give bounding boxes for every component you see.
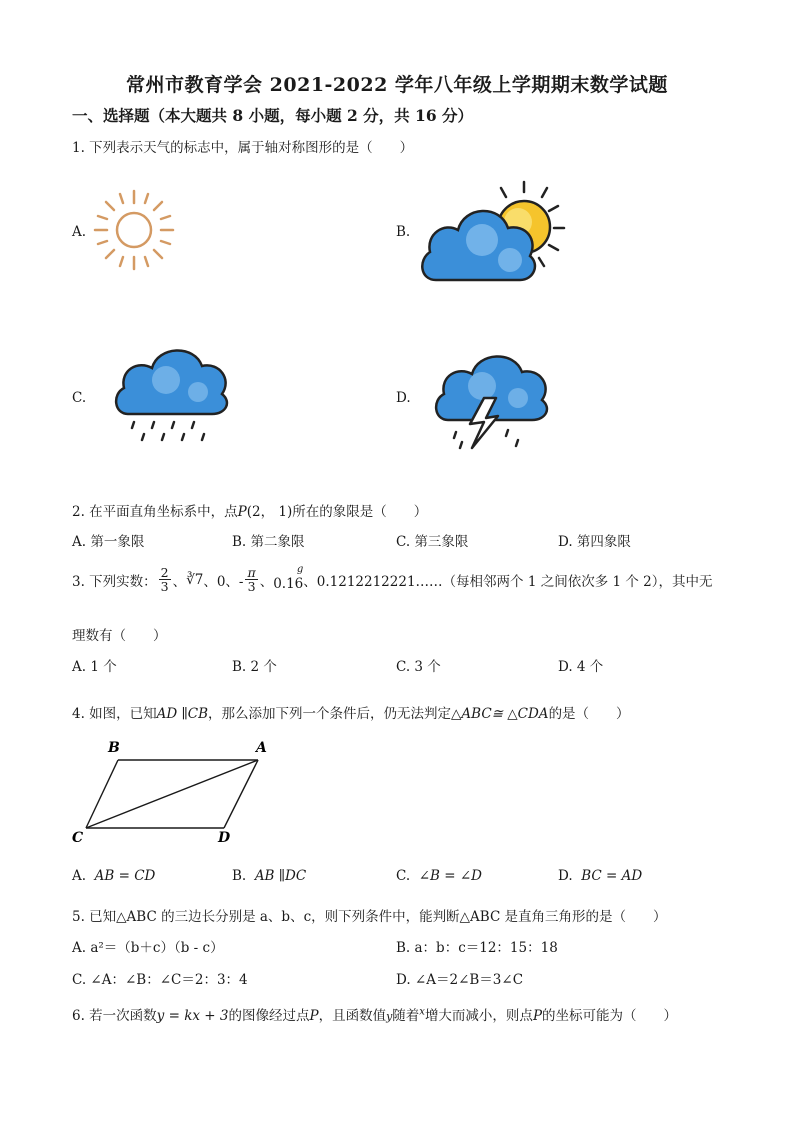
q4-option-b xyxy=(232,868,306,884)
q3-option-c: C. 3 个 xyxy=(396,659,441,675)
vertex-a-label: A xyxy=(256,740,267,756)
vertex-c-label: C xyxy=(72,830,84,846)
q3-pre: 3. 下列实数： xyxy=(72,573,157,590)
q4-option-c-math: ∠B = ∠D xyxy=(418,868,482,884)
q6-end: 的坐标可能为（ ） xyxy=(542,1008,678,1024)
q3-frac1-num: 2 xyxy=(160,565,169,580)
q3-post: 、0.1212212221……（每相邻两个 1 之间依次多 1 个 2），其中无 xyxy=(303,573,713,590)
question-3-stem: 3. 下列实数： $\frac{2}{3}$ 、 ∛7 、0、- $\frac{\pi}{3}$ 、 g 0.16 、0.1212212221……（每相邻两个 1 之间依次多 1 个 2），其中无 xyxy=(72,563,713,595)
q1-option-d-label: D. xyxy=(396,390,411,406)
q3-fraction-two-thirds xyxy=(159,566,171,593)
question-1-stem: 1. 下列表示天气的标志中，属于轴对称图形的是（ ） xyxy=(72,140,414,156)
q3-cube-root: ∛7 xyxy=(186,571,204,588)
q6-pre: 6. 若一次函数 xyxy=(72,1008,157,1024)
q4-option-d-label: D. xyxy=(558,868,573,884)
q3-option-d: D. 4 个 xyxy=(558,659,604,675)
q4-option-b-math: AB ∥DC xyxy=(254,868,307,884)
q4-option-c-label: C. xyxy=(396,868,411,884)
question-6-stem xyxy=(72,1004,677,1024)
q2-option-d: D. 第四象限 xyxy=(558,534,631,550)
q2-stem-post: (2， 1)所在的象限是（ ） xyxy=(246,504,428,520)
q6-mid3: 随着 xyxy=(392,1008,420,1024)
q2-option-b: B. 第二象限 xyxy=(232,534,305,550)
parallelogram-figure xyxy=(68,736,288,848)
section-heading: 一、选择题（本大题共 8 小题，每小题 2 分，共 16 分） xyxy=(72,106,474,125)
q4-condition: AD ∥CB xyxy=(156,706,209,722)
q4-option-c xyxy=(396,868,482,884)
q3-repeat-mark: g xyxy=(296,563,304,575)
q4-option-a xyxy=(72,868,155,884)
q1-option-c-label: C. xyxy=(72,390,87,406)
q6-post: 增大而减小，则点 xyxy=(424,1008,533,1024)
q3-line2: 理数有（ ） xyxy=(72,628,167,644)
q4-mid: ，那么添加下列一个条件后，仍无法判定 xyxy=(208,706,452,722)
question-5-stem: 5. 已知△ABC 的三边长分别是 a、b、c，则下列条件中，能判断△ABC 是直角三角形的是（ ） xyxy=(72,909,667,925)
q6-point-p: P xyxy=(309,1008,319,1024)
q1-option-b-label: B. xyxy=(396,224,411,240)
q4-option-a-label: A. xyxy=(72,868,87,884)
q2-stem-pre: 2. 在平面直角坐标系中，点 xyxy=(72,504,238,520)
q4-post: 的是（ ） xyxy=(548,706,630,722)
q3-zero-minus: 、0、- xyxy=(203,573,244,590)
q4-option-b-label: B. xyxy=(232,868,247,884)
q3-fraction-pi-thirds xyxy=(245,566,257,593)
rain-cloud-icon xyxy=(112,336,228,448)
q3-repeating-decimal xyxy=(273,563,304,592)
q5-option-a: A. a²＝（b＋c）（b - c） xyxy=(72,940,224,956)
q6-mid2: ，且函数值 xyxy=(318,1008,387,1024)
q6-var-y: y xyxy=(386,1010,393,1023)
vertex-d-label: D xyxy=(218,830,231,846)
q1-option-a-label: A. xyxy=(72,224,87,240)
sun-behind-cloud-icon xyxy=(418,178,568,286)
q3-option-b: B. 2 个 xyxy=(232,659,277,675)
thunderstorm-cloud-icon xyxy=(432,342,548,454)
sun-icon xyxy=(92,188,176,272)
q3-frac2-num: π xyxy=(247,565,256,580)
q6-mid: 的图像经过点 xyxy=(228,1008,310,1024)
q5-option-d: D. ∠A＝2∠B＝3∠C xyxy=(396,972,524,988)
q3-frac2-den: 3 xyxy=(247,579,256,595)
question-4-stem xyxy=(72,702,630,722)
q2-option-a: A. 第一象限 xyxy=(72,534,145,550)
q4-option-d-math: BC = AD xyxy=(581,868,643,884)
question-2-stem xyxy=(72,500,427,520)
q2-option-c: C. 第三象限 xyxy=(396,534,469,550)
q6-var-x: x xyxy=(419,1006,425,1018)
q4-pre: 4. 如图，已知 xyxy=(72,706,157,722)
q3-frac1-den: 3 xyxy=(160,579,169,595)
q4-congruence: △ABC≅ △CDA xyxy=(451,706,549,722)
vertex-b-label: B xyxy=(108,740,120,756)
q6-function: y = kx + 3 xyxy=(156,1008,229,1024)
q2-point-p: P xyxy=(237,504,247,520)
q3-decimal: 0.16 xyxy=(273,575,304,592)
q3-option-a: A. 1 个 xyxy=(72,659,117,675)
q6-point-p2: P xyxy=(532,1008,543,1024)
q5-option-b: B. a：b：c＝12：15：18 xyxy=(396,940,558,956)
q4-option-d xyxy=(558,868,642,884)
q5-option-c: C. ∠A：∠B：∠C＝2：3：4 xyxy=(72,972,248,988)
page-title: 常州市教育学会 2021-2022 学年八年级上学期期末数学试题 xyxy=(126,74,668,96)
q4-option-a-math: AB = CD xyxy=(94,868,156,884)
